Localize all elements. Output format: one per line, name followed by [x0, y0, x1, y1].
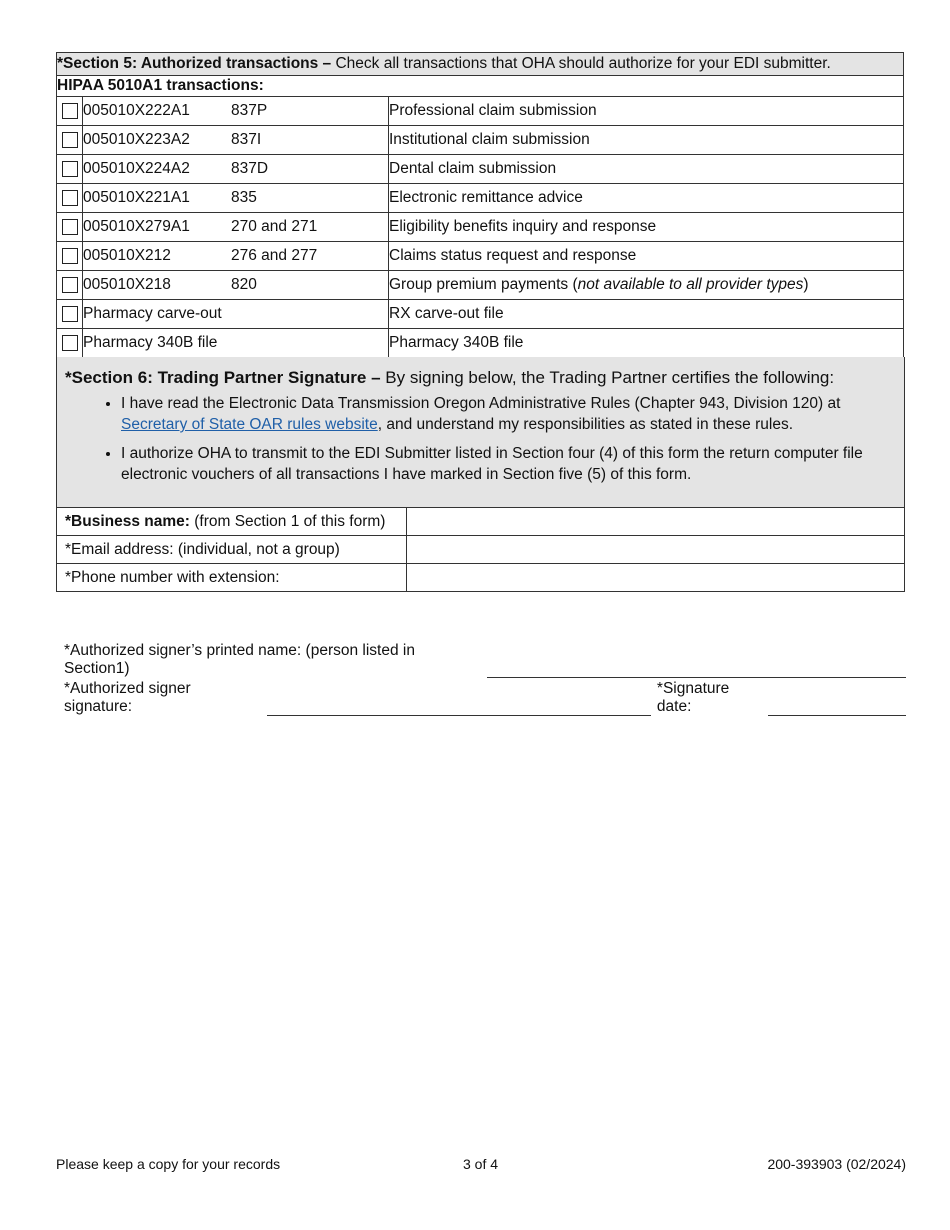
- transaction-checkbox[interactable]: [62, 190, 78, 206]
- transaction-row: [57, 242, 904, 271]
- signature-date-field[interactable]: [768, 695, 906, 716]
- transaction-checkbox[interactable]: [62, 103, 78, 119]
- form-page: [56, 52, 906, 715]
- printed-name-field[interactable]: [487, 657, 906, 678]
- transaction-type: 835: [231, 189, 257, 206]
- transaction-description: Dental claim submission: [389, 160, 557, 177]
- transaction-row: [57, 213, 904, 242]
- transaction-description: Institutional claim submission: [389, 131, 590, 148]
- transaction-code: 005010X221A1: [83, 189, 190, 206]
- email-field[interactable]: [407, 536, 905, 564]
- transaction-row: [57, 329, 904, 358]
- transaction-description: RX carve-out file: [389, 305, 504, 322]
- phone-label: *Phone number with extension:: [57, 564, 407, 592]
- signature-date-label: *Signature date:: [656, 680, 730, 715]
- business-name-row: [57, 508, 905, 536]
- signature-line: [64, 680, 906, 716]
- transaction-code: 005010X224A2: [83, 160, 190, 177]
- transaction-row: 005010X218 820 Group premium payments (not available to all provider types): [57, 271, 904, 300]
- transaction-code: Pharmacy 340B file: [83, 334, 218, 351]
- phone-field[interactable]: [407, 564, 905, 592]
- transaction-code: 005010X279A1: [83, 218, 190, 235]
- transaction-note: not available to all provider types: [577, 276, 804, 293]
- section5-header: [57, 53, 904, 76]
- certification-item: • I have read the Electronic Data Transmission Oregon Administrative Rules (Chapter 943, Division 120) at Secretary of State OAR rules website, and understand my responsibilities as stated in these rules.: [121, 393, 896, 435]
- transaction-row: [57, 155, 904, 184]
- transaction-checkbox[interactable]: [62, 161, 78, 177]
- transaction-checkbox[interactable]: [62, 335, 78, 351]
- transaction-type: 837P: [231, 102, 268, 119]
- email-label: *Email address: (individual, not a group): [57, 536, 407, 564]
- transaction-description: Group premium payments (: [389, 276, 578, 293]
- transaction-type: 820: [231, 276, 257, 293]
- section6-title: *Section 6: Trading Partner Signature – By signing below, the Trading Partner certifies the following:: [65, 368, 835, 387]
- transaction-description: Electronic remittance advice: [389, 189, 583, 206]
- printed-name-label: *Authorized signer’s printed name: (person listed in Section1): [64, 642, 415, 677]
- transaction-row: [57, 97, 904, 126]
- transaction-rows: [57, 97, 904, 358]
- page-number: 3 of 4: [463, 1156, 499, 1172]
- transaction-description: Pharmacy 340B file: [389, 334, 524, 351]
- section5-subheader: HIPAA 5010A1 transactions:: [57, 76, 904, 97]
- transaction-checkbox[interactable]: [62, 277, 78, 293]
- section5-instruction: Check all transactions that OHA should authorize for your EDI submitter.: [331, 55, 831, 72]
- transaction-type: 276 and 277: [231, 247, 318, 264]
- transaction-code: Pharmacy carve-out: [83, 305, 222, 322]
- signature-field[interactable]: [267, 695, 651, 716]
- transaction-type: 270 and 271: [231, 218, 318, 235]
- signature-label: *Authorized signer signature:: [64, 680, 191, 715]
- transaction-row: [57, 126, 904, 155]
- transaction-type: 837I: [231, 131, 262, 148]
- phone-row: [57, 564, 905, 592]
- transaction-checkbox[interactable]: [62, 248, 78, 264]
- footer-note: Please keep a copy for your records: [56, 1156, 281, 1172]
- business-name-label: *Business name: (from Section 1 of this form): [57, 508, 407, 536]
- business-name-field[interactable]: [407, 508, 905, 536]
- transaction-description: Professional claim submission: [389, 102, 597, 119]
- transaction-row: [57, 300, 904, 329]
- transaction-code: 005010X212: [83, 247, 171, 264]
- transaction-row: [57, 184, 904, 213]
- printed-name-line: [64, 642, 906, 678]
- transaction-description: Claims status request and response: [389, 247, 637, 264]
- transaction-description: Eligibility benefits inquiry and response: [389, 218, 657, 235]
- business-info-table: [56, 507, 905, 592]
- certification-item: • I authorize OHA to transmit to the EDI Submitter listed in Section four (4) of this form the return computer file electronic vouchers of all transactions I have marked in Section five (5) of this form.: [121, 443, 896, 485]
- oar-rules-link[interactable]: Secretary of State OAR rules website: [121, 416, 378, 433]
- certification-list: [65, 393, 896, 485]
- transaction-code: 005010X223A2: [83, 131, 190, 148]
- section6: [56, 357, 905, 507]
- section5-title: *Section 5: Authorized transactions –: [57, 55, 332, 72]
- form-number: 200-393903 (02/2024): [767, 1156, 906, 1172]
- transaction-code: 005010X222A1: [83, 102, 190, 119]
- transaction-code: 005010X218: [83, 276, 171, 293]
- transaction-checkbox[interactable]: [62, 306, 78, 322]
- transaction-checkbox[interactable]: [62, 219, 78, 235]
- transaction-type: 837D: [231, 160, 269, 177]
- email-row: [57, 536, 905, 564]
- transaction-checkbox[interactable]: [62, 132, 78, 148]
- section5-table: [56, 52, 904, 358]
